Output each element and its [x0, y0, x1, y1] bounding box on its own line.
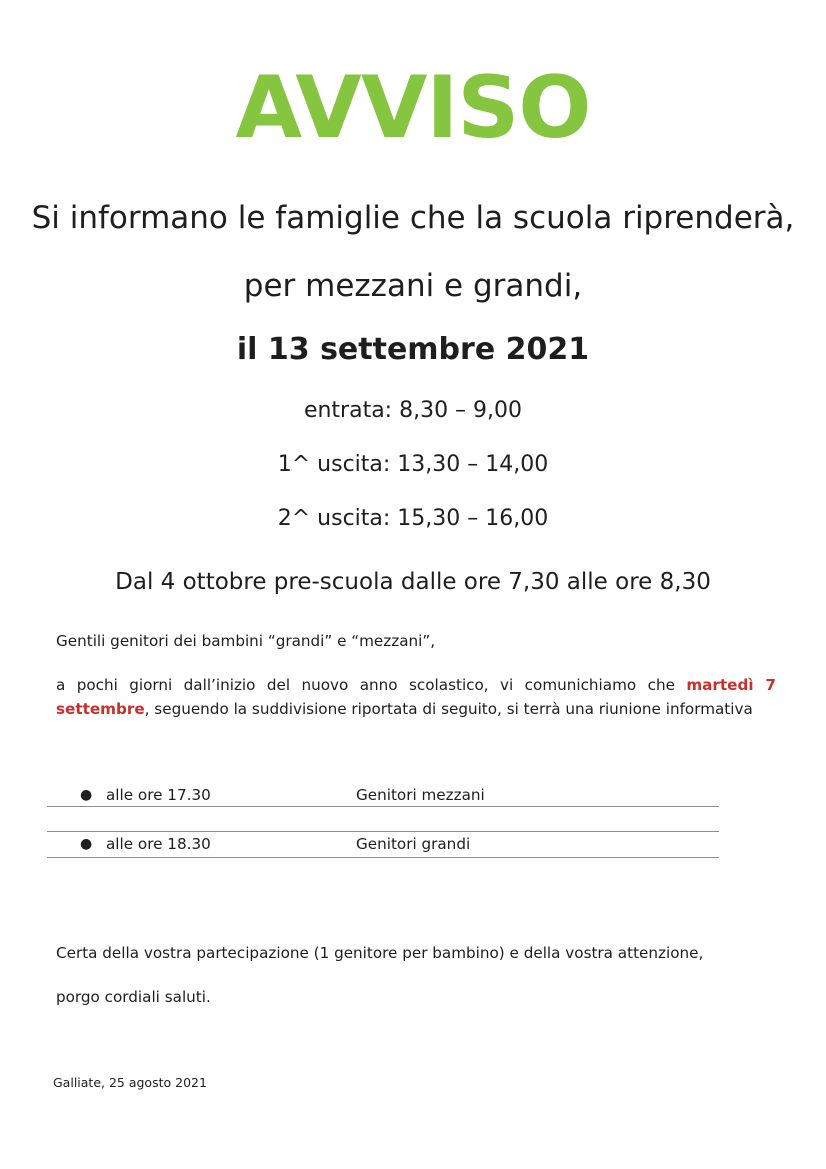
meeting-group: Genitori mezzani: [356, 786, 485, 804]
start-date: il 13 settembre 2021: [236, 332, 590, 367]
meeting-date-highlight: martedì 7 settembre: [56, 676, 776, 718]
table-divider: [47, 831, 719, 832]
meeting-time: alle ore 17.30: [106, 786, 211, 804]
bullet-icon: ●: [80, 836, 93, 852]
closing-line-1: Certa della vostra partecipazione (1 genitore per bambino) e della vostra attenzione,: [56, 944, 704, 962]
letter-body: [56, 673, 776, 721]
letter-body-start: a pochi giorni dall’inizio del nuovo anno scolastico, vi comunichiamo che: [56, 676, 687, 694]
letter-greeting: Gentili genitori dei bambini “grandi” e “mezzani”,: [56, 632, 436, 650]
schedule-exit-1: 1^ uscita: 13,30 – 14,00: [277, 452, 549, 477]
schedule-entry: entrata: 8,30 – 9,00: [303, 398, 523, 423]
notice-title: AVVISO: [235, 58, 591, 158]
announcement-line-2: per mezzani e grandi,: [243, 268, 583, 304]
table-divider: [47, 857, 719, 858]
place-and-date: Galliate, 25 agosto 2021: [53, 1075, 207, 1090]
schedule-exit-2: 2^ uscita: 15,30 – 16,00: [277, 506, 549, 531]
meeting-row-mezzani: [47, 784, 719, 806]
meeting-time: alle ore 18.30: [106, 835, 211, 853]
pre-school-notice: Dal 4 ottobre pre-scuola dalle ore 7,30 alle ore 8,30: [115, 569, 711, 595]
meeting-row-grandi: [47, 833, 719, 855]
letter-body-end: , seguendo la suddivisione riportata di seguito, si terrà una riunione informativa: [144, 700, 753, 718]
closing-line-2: porgo cordiali saluti.: [56, 988, 211, 1006]
announcement-line-1: Si informano le famiglie che la scuola riprenderà,: [31, 200, 795, 236]
table-divider: [47, 806, 719, 807]
meeting-group: Genitori grandi: [356, 835, 471, 853]
bullet-icon: ●: [80, 787, 93, 803]
